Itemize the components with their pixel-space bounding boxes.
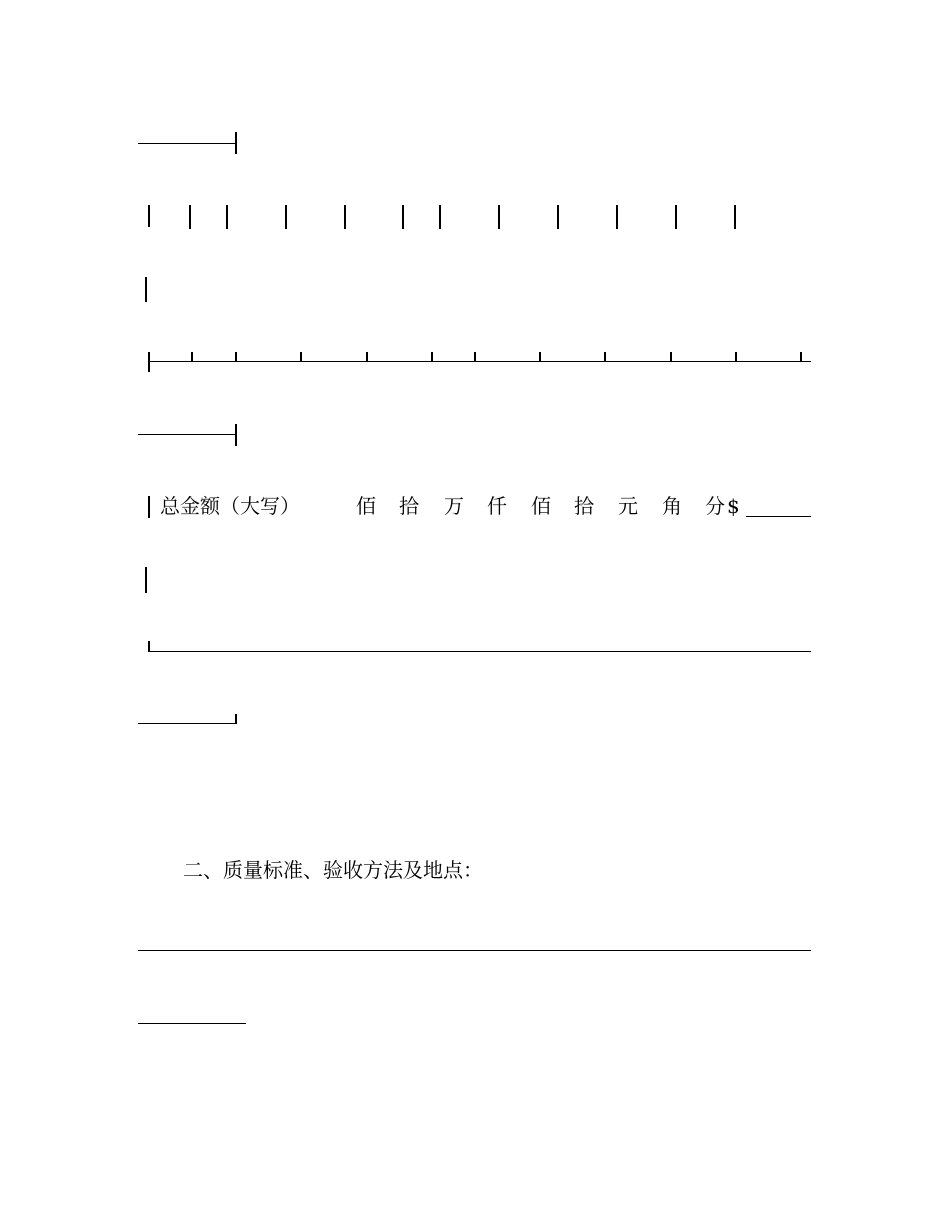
column-separator xyxy=(498,205,500,229)
unit-wan: 万 xyxy=(444,494,464,518)
divider-tick xyxy=(191,352,193,361)
divider-line xyxy=(149,361,811,362)
column-separator xyxy=(402,205,404,229)
section-two-heading: 二、质量标准、验收方法及地点： xyxy=(183,858,483,882)
amount-blank-line xyxy=(746,516,811,517)
column-separator xyxy=(189,205,191,229)
divider-tick xyxy=(474,352,476,361)
unit-bai: 佰 xyxy=(356,494,376,518)
unit-jiao: 角 xyxy=(662,494,682,518)
divider-left-bar xyxy=(148,352,150,372)
fill-in-line xyxy=(138,950,811,951)
divider-tick xyxy=(670,352,672,361)
divider-tick xyxy=(431,352,433,361)
amount-row xyxy=(0,494,950,520)
column-separator xyxy=(148,205,150,227)
divider-tick xyxy=(604,352,606,361)
amount-row-left-border xyxy=(148,496,150,518)
fill-in-line-short xyxy=(138,1023,246,1024)
unit-yuan: 元 xyxy=(618,494,638,518)
divider-tick xyxy=(800,352,802,361)
column-separator xyxy=(616,205,618,229)
divider-tick xyxy=(235,352,237,361)
unit-fen: 分 xyxy=(705,494,725,518)
unit-shi: 拾 xyxy=(399,494,419,518)
column-separator xyxy=(344,205,346,229)
table-bottom-border xyxy=(148,651,811,652)
column-separator xyxy=(285,205,287,229)
row-left-border xyxy=(145,567,147,593)
column-separator xyxy=(226,205,228,229)
table-fragment-line xyxy=(138,434,236,435)
unit-bai-2: 佰 xyxy=(531,494,551,518)
unit-shi-2: 拾 xyxy=(574,494,594,518)
currency-symbol: $ xyxy=(727,494,740,518)
table-fragment-line xyxy=(138,143,236,144)
column-separator xyxy=(557,205,559,229)
table-fragment-line xyxy=(138,723,236,724)
table-fragment-tick xyxy=(235,714,237,724)
column-separator xyxy=(675,205,677,229)
table-fragment-tick xyxy=(235,424,237,446)
unit-qian: 仟 xyxy=(487,494,507,518)
column-separator xyxy=(734,205,736,229)
row-left-border xyxy=(145,277,147,302)
divider-tick xyxy=(735,352,737,361)
divider-tick xyxy=(300,352,302,361)
divider-tick xyxy=(366,352,368,361)
column-separator xyxy=(439,205,441,229)
table-fragment-tick xyxy=(235,132,237,154)
divider-tick xyxy=(539,352,541,361)
total-amount-label: 总金额（大写） xyxy=(160,494,300,518)
